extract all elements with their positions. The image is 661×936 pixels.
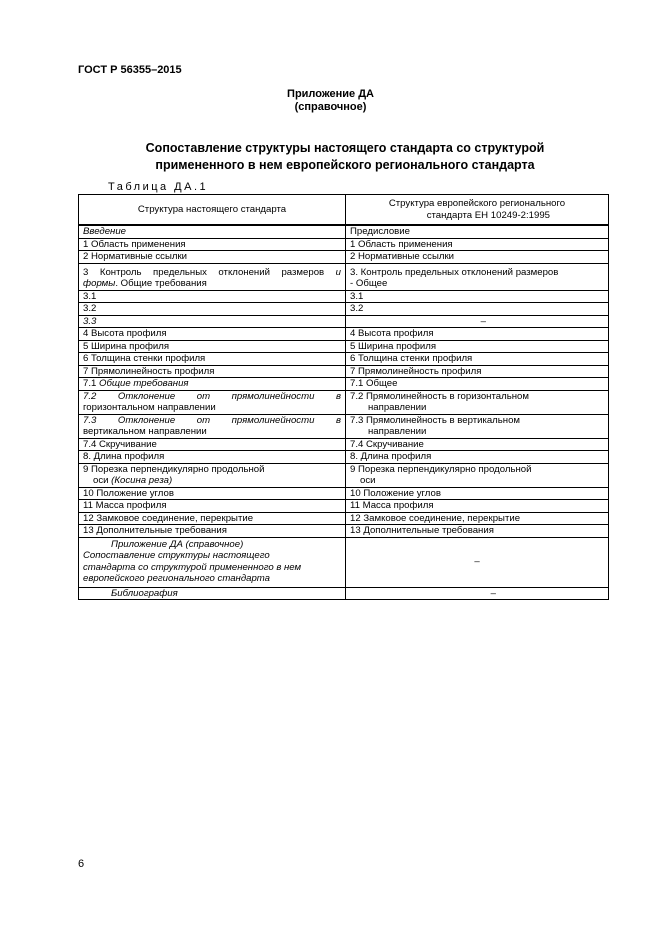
right-cell: 11 Масса профиля [346,500,609,513]
table-row [79,353,609,366]
left-cell: Введение [79,225,346,238]
right-cell: 8. Длина профиля [346,451,609,464]
table-row [79,315,609,328]
left-cell: 1 Область применения [79,238,346,251]
right-cell: Предисловие [346,225,609,238]
table-row [79,487,609,500]
left-cell: 7.3 Отклонение от прямолинейности в вертикальном направлении [79,414,346,438]
table-header-row [79,195,609,226]
title-line-2: примененного в нем европейского регионального стандарта [155,158,535,172]
left-cell: 5 Ширина профиля [79,340,346,353]
left-cell: 7.2 Отклонение от прямолинейности в горизонтальном направлении [79,390,346,414]
left-cell: 11 Масса профиля [79,500,346,513]
left-cell: 3 Контроль предельных отклонений размеров и формы. Общие требования [79,263,346,290]
right-cell: 7 Прямолинейность профиля [346,365,609,378]
table-row [79,587,609,600]
right-cell: – [346,587,609,600]
document-title [100,140,590,174]
left-cell: 7 Прямолинейность профиля [79,365,346,378]
table-row [79,438,609,451]
left-cell: 3.3 [79,315,346,328]
table-row [79,290,609,303]
right-cell: 7.2 Прямолинейность в горизонтальном направлении [346,390,609,414]
table-row [79,414,609,438]
table-row [79,537,609,587]
right-cell: 2 Нормативные ссылки [346,251,609,264]
right-cell: 4 Высота профиля [346,328,609,341]
right-cell: 13 Дополнительные требования [346,525,609,538]
left-cell: 12 Замковое соединение, перекрытие [79,512,346,525]
right-cell: 1 Область применения [346,238,609,251]
left-cell: 3.1 [79,290,346,303]
right-cell: 9 Порезка перпендикулярно продольной оси [346,463,609,487]
annex-note: (справочное) [294,101,367,113]
right-cell: 10 Положение углов [346,487,609,500]
table-row [79,263,609,290]
left-cell: 2 Нормативные ссылки [79,251,346,264]
left-cell: 4 Высота профиля [79,328,346,341]
left-cell: 10 Положение углов [79,487,346,500]
right-cell: 7.4 Скручивание [346,438,609,451]
table-row [79,340,609,353]
right-cell: – [346,315,609,328]
right-cell: 5 Ширина профиля [346,340,609,353]
table-row [79,390,609,414]
table-row [79,463,609,487]
left-cell: 9 Порезка перпендикулярно продольной оси (Косина реза) [79,463,346,487]
table-row [79,512,609,525]
table-row [79,238,609,251]
table-row [79,500,609,513]
right-cell: 3.1 [346,290,609,303]
col2-header-line2: стандарта ЕН 10249-2:1995 [426,209,550,221]
left-cell: 7.4 Скручивание [79,438,346,451]
table-row [79,378,609,391]
right-cell: 3. Контроль предельных отклонений размеров - Общее [346,263,609,290]
table-row [79,225,609,238]
right-cell: 7.1 Общее [346,378,609,391]
left-cell: 7.1 Общие требования [79,378,346,391]
left-cell: Приложение ДА (справочное) Сопоставление структуры настоящего стандарта со структурой примененного в нем европейского регионального стандарта [79,537,346,587]
left-cell: 8. Длина профиля [79,451,346,464]
col2-header-line1: Структура европейского регионального [388,198,566,209]
left-cell: 3.2 [79,303,346,316]
right-cell: – [346,537,609,587]
table-row [79,451,609,464]
title-line-1: Сопоставление структуры настоящего стандарта со структурой [145,141,545,155]
table-row [79,303,609,316]
col1-header: Структура настоящего стандарта [79,195,346,226]
table-row [79,251,609,264]
right-cell: 6 Толщина стенки профиля [346,353,609,366]
left-cell: Библиография [79,587,346,600]
right-cell: 3.2 [346,303,609,316]
table-row [79,525,609,538]
page-number: 6 [78,858,85,870]
document-code: ГОСТ Р 56355–2015 [78,64,182,76]
annex-title: Приложение ДА [287,88,374,100]
table-row [79,328,609,341]
table-label: Таблица ДА.1 [108,181,209,193]
table-row [79,365,609,378]
structure-comparison-table [78,194,609,600]
right-cell: 7.3 Прямолинейность в вертикальном направлении [346,414,609,438]
col2-header [346,195,609,226]
right-cell: 12 Замковое соединение, перекрытие [346,512,609,525]
left-cell: 6 Толщина стенки профиля [79,353,346,366]
left-cell: 13 Дополнительные требования [79,525,346,538]
